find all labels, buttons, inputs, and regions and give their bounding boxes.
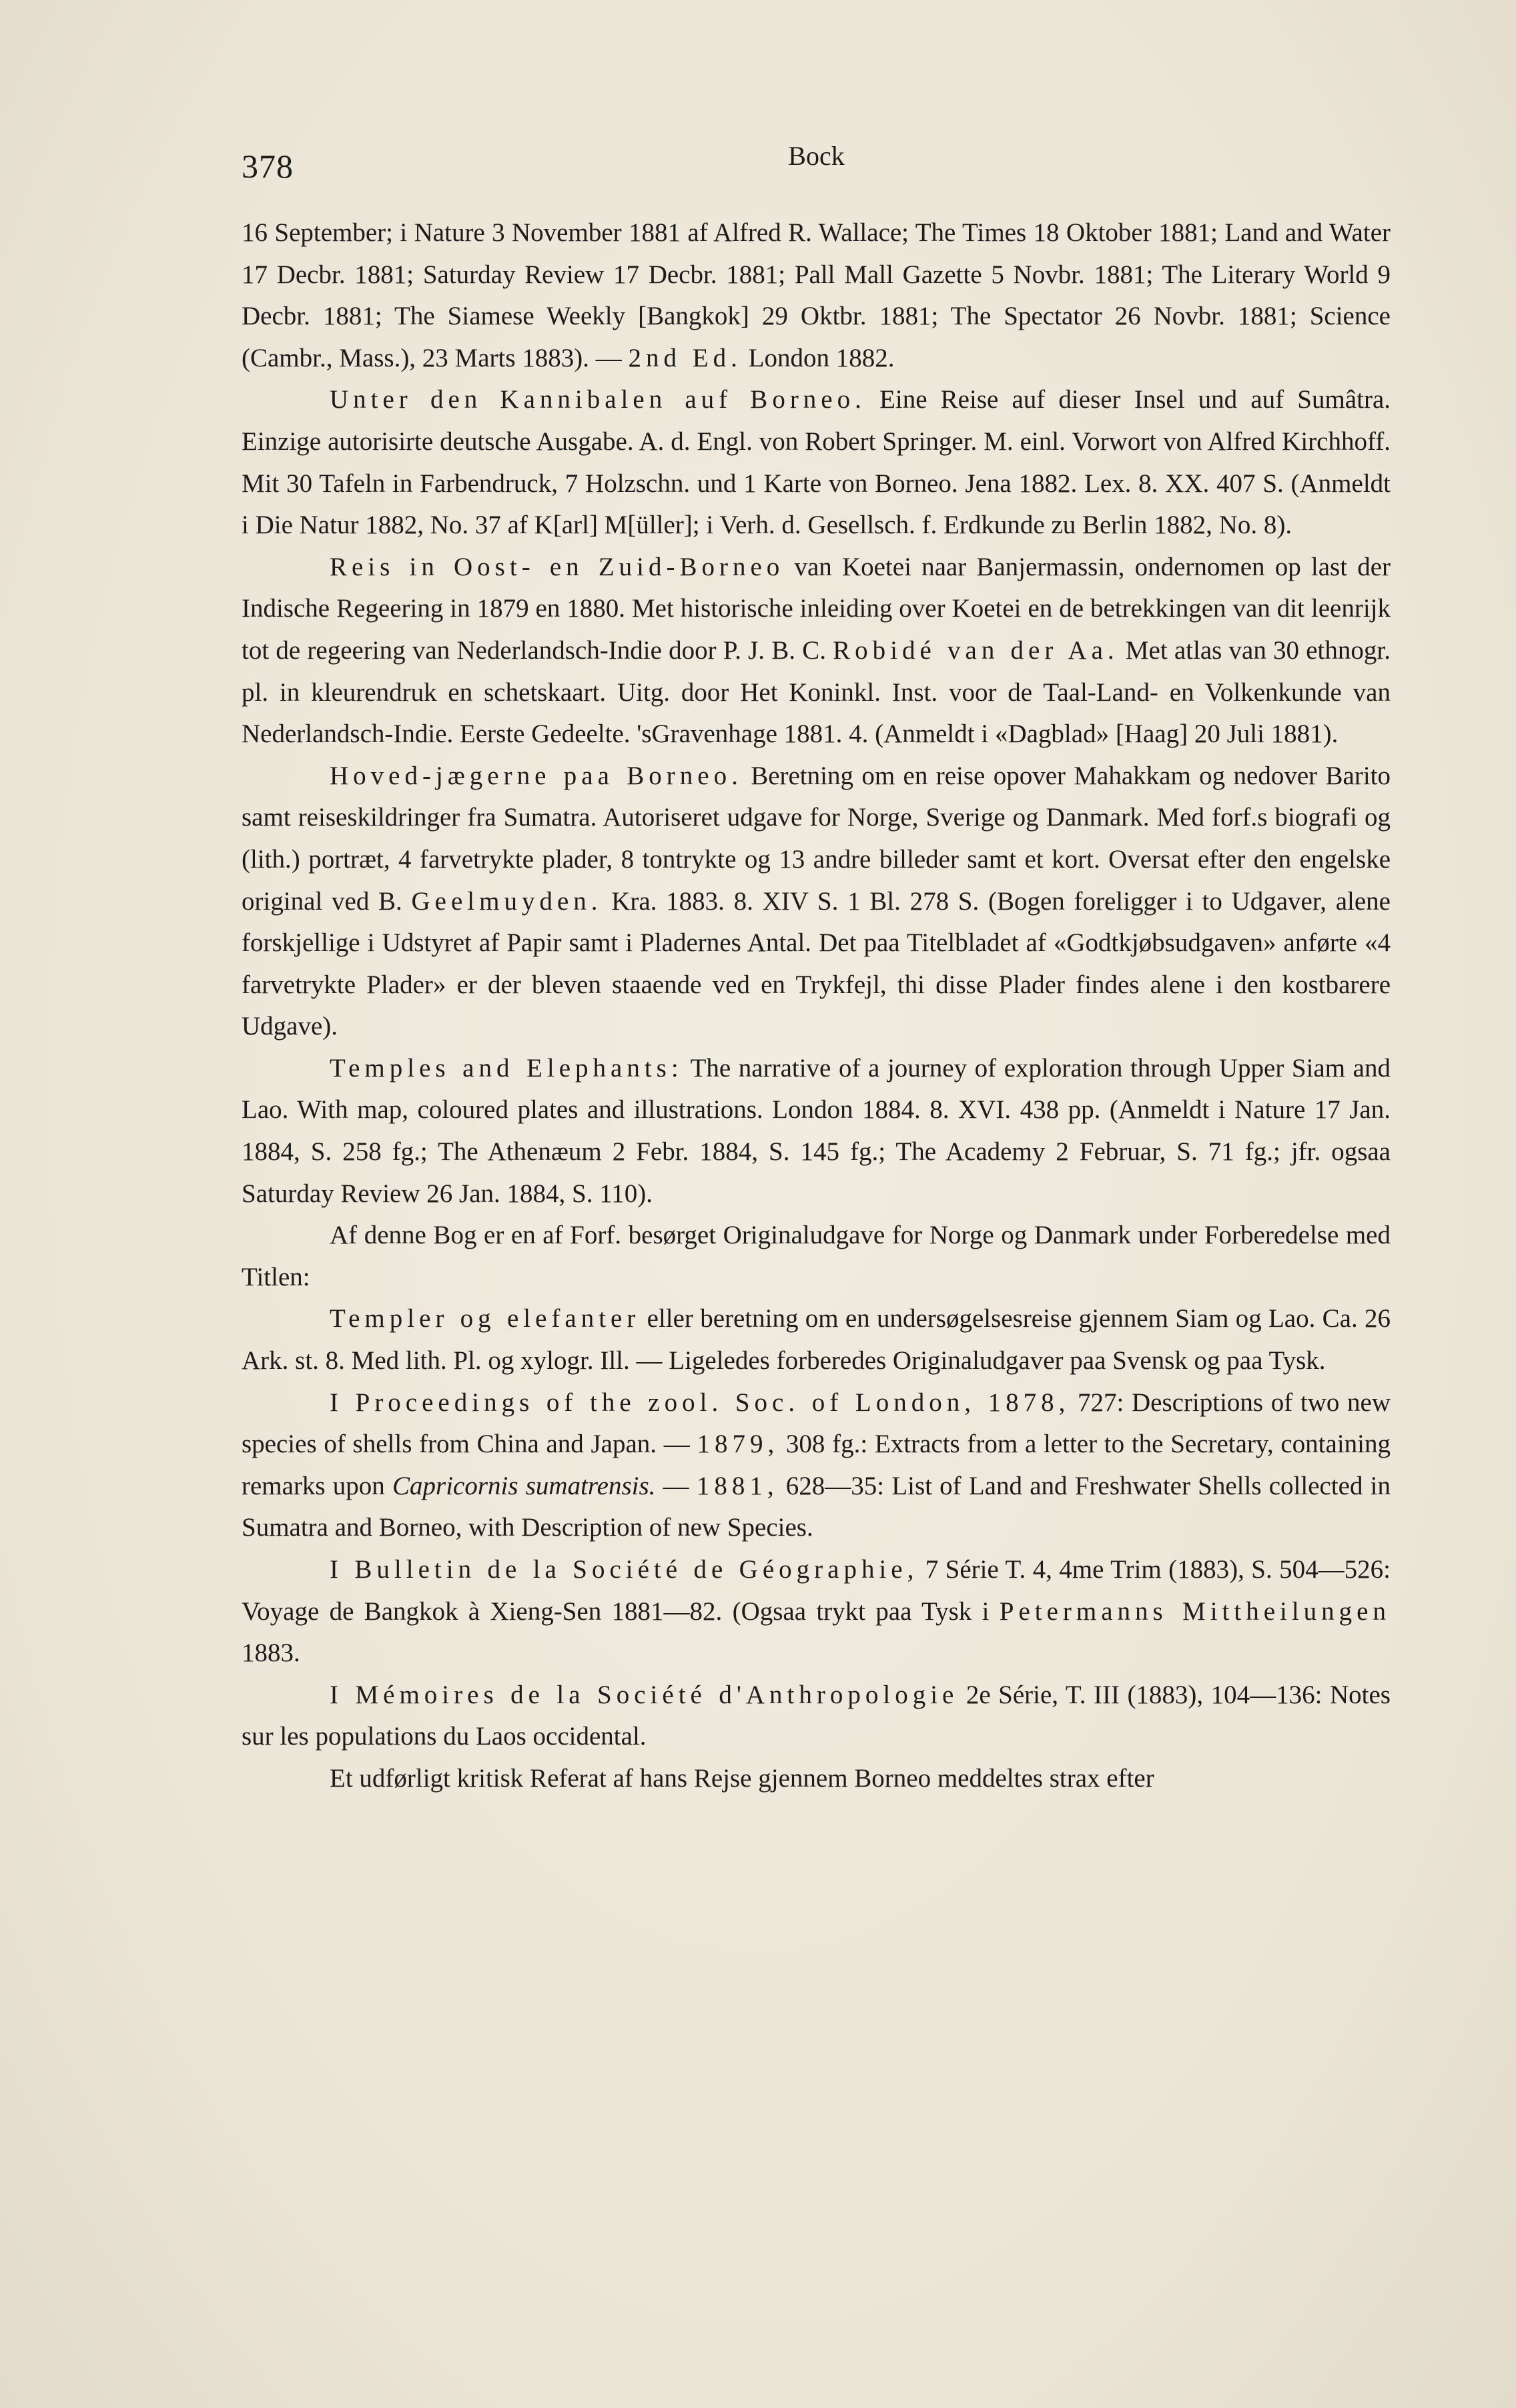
text-run: 2e Série, T. III (1883), 104—136: Notes sur les populations du Laos occidental.: [242, 1680, 1391, 1751]
paragraph: [242, 1048, 1391, 1215]
spaced-title-text: Reis in Oost- en Zuid-Borneo: [330, 552, 785, 581]
text-run: 16 September; i Nature 3 November 1881 af Alfred R. Wallace; The Times 18 Oktober 1881; Land and Water 17 Decbr. 1881; Saturday Review 17 Decbr. 1881; Pall Mall Gazette 5 Novbr. 1881; The Literary World 9 Decbr. 1881; The Siamese Weekly [Bangkok] 29 Oktbr. 1881; The Spectator 26 Novbr. 1881; Science (Cambr., Mass.), 23 Marts 1883). —: [242, 218, 1391, 372]
paragraph: [242, 1675, 1391, 1758]
text-run: Beretning om en reise opover Mahakkam og nedover Barito samt reiseskildringer fra Sumatra. Autoriseret udgave for Norge, Sverige og Danmark. Med forf.s biografi og (lith.) portræt, 4 farvetrykte plader, 8 tontrykte og 13 andre billeder samt et kort. Oversat efter den engelske original ved B.: [242, 761, 1391, 916]
spaced-title-text: Geelmuyden.: [411, 886, 603, 916]
spaced-title-text: Hoved-jægerne paa Borneo.: [330, 761, 743, 790]
spaced-title-text: Petermanns Mittheilungen: [999, 1596, 1391, 1626]
spaced-title-text: 1881,: [696, 1471, 779, 1500]
spaced-title-text: 1879,: [697, 1430, 779, 1459]
paragraph: [242, 756, 1391, 1048]
text-run: 628—35: List of Land and Freshwater Shells collected in Sumatra and Borneo, with Description of new Species.: [242, 1471, 1391, 1542]
spaced-title-text: Robidé van der Aa.: [833, 635, 1119, 665]
running-title: Bock: [788, 141, 845, 171]
spaced-title-text: I Mémoires de la Société d'Anthropologie: [330, 1680, 959, 1709]
spaced-title-text: I Proceedings of the zool. Soc. of London, 1878,: [330, 1388, 1070, 1417]
text-run: Et udførligt kritisk Referat af hans Rejse gjennem Borneo meddeltes strax efter: [330, 1763, 1154, 1793]
body-text: [242, 212, 1391, 1800]
spaced-title-text: I Bulletin de la Société de Géographie,: [330, 1555, 919, 1584]
italic-text: Capricornis sumatrensis.: [392, 1471, 656, 1500]
text-run: London 1882.: [741, 343, 895, 372]
paragraph: [242, 212, 1391, 379]
spaced-title-text: Temples and Elephants:: [330, 1053, 683, 1083]
paragraph: [242, 1298, 1391, 1382]
page-header: [242, 133, 1391, 185]
spaced-title-text: Unter den Kannibalen auf Borneo.: [330, 385, 866, 414]
page-number: 378: [242, 147, 294, 185]
spaced-title-text: Templer og elefanter: [330, 1304, 641, 1333]
paragraph: [242, 1382, 1391, 1549]
text-run: Af denne Bog er en af Forf. besørget Originaludgave for Norge og Danmark under Forberedelse med Titlen:: [242, 1221, 1391, 1291]
text-run: 7 Série T. 4, 4me Trim (1883), S. 504—526: Voyage de Bangkok à Xieng-Sen 1881—82. (Ogsaa trykt paa Tysk i: [242, 1555, 1391, 1626]
text-run: van Koetei naar Banjermassin, ondernomen op last der Indische Regeering in 1879 en 1880. Met historische inleiding over Koetei en de betrekkingen van dit leenrijk tot de regeering van Nederlandsch-Indie door P. J. B. C.: [242, 552, 1391, 665]
paragraph: [242, 379, 1391, 546]
text-run: —: [655, 1471, 697, 1500]
spaced-title-text: 2nd Ed.: [628, 343, 742, 372]
text-run: eller beretning om en undersøgelsesreise gjennem Siam og Lao. Ca. 26 Ark. st. 8. Med lith. Pl. og xylogr. Ill. — Ligeledes forberedes Originaludgaver paa Svensk og paa Tysk.: [242, 1304, 1391, 1376]
paragraph: [242, 1549, 1391, 1675]
paragraph: [242, 1758, 1391, 1800]
text-run: Met atlas van 30 ethnogr. pl. in kleurendruk en schetskaart. Uitg. door Het Koninkl. Inst. voor de Taal-Land- en Volkenkunde van Nederlandsch-Indie. Eerste Gedeelte. 'sGravenhage 1881. 4. (Anmeldt i «Dagblad» [Haag] 20 Juli 1881).: [242, 635, 1391, 749]
text-run: 1883.: [242, 1638, 300, 1668]
text-run: Eine Reise auf dieser Insel und auf Sumâtra. Einzige autorisirte deutsche Ausgabe. A. d. Engl. von Robert Springer. M. einl. Vorwort von Alfred Kirchhoff. Mit 30 Tafeln in Farbendruck, 7 Holzschn. und 1 Karte von Borneo. Jena 1882. Lex. 8. XX. 407 S. (Anmeldt i Die Natur 1882, No. 37 af K[arl] M[üller]; i Verh. d. Gesellsch. f. Erdkunde zu Berlin 1882, No. 8).: [242, 385, 1391, 540]
text-run: 308 fg.: Extracts from a letter to the Secretary, containing remarks upon: [242, 1430, 1391, 1500]
paragraph: [242, 547, 1391, 756]
paragraph: [242, 1215, 1391, 1298]
text-run: The narrative of a journey of exploration through Upper Siam and Lao. With map, coloured plates and illustrations. London 1884. 8. XVI. 438 pp. (Anmeldt i Nature 17 Jan. 1884, S. 258 fg.; The Athenæum 2 Febr. 1884, S. 145 fg.; The Academy 2 Februar, S. 71 fg.; jfr. ogsaa Saturday Review 26 Jan. 1884, S. 110).: [242, 1053, 1391, 1208]
text-run: Kra. 1883. 8. XIV S. 1 Bl. 278 S. (Bogen foreligger i to Udgaver, alene forskjellige i Udstyret af Papir samt i Pladernes Antal. Det paa Titelbladet af «Godtkjøbsudgaven» anførte «4 farvetrykte Plader» er der bleven staaende ved en Trykfejl, thi disse Plader findes alene i den kostbarere Udgave).: [242, 886, 1391, 1041]
text-run: 727: Descriptions of two new species of shells from China and Japan. —: [242, 1388, 1391, 1459]
